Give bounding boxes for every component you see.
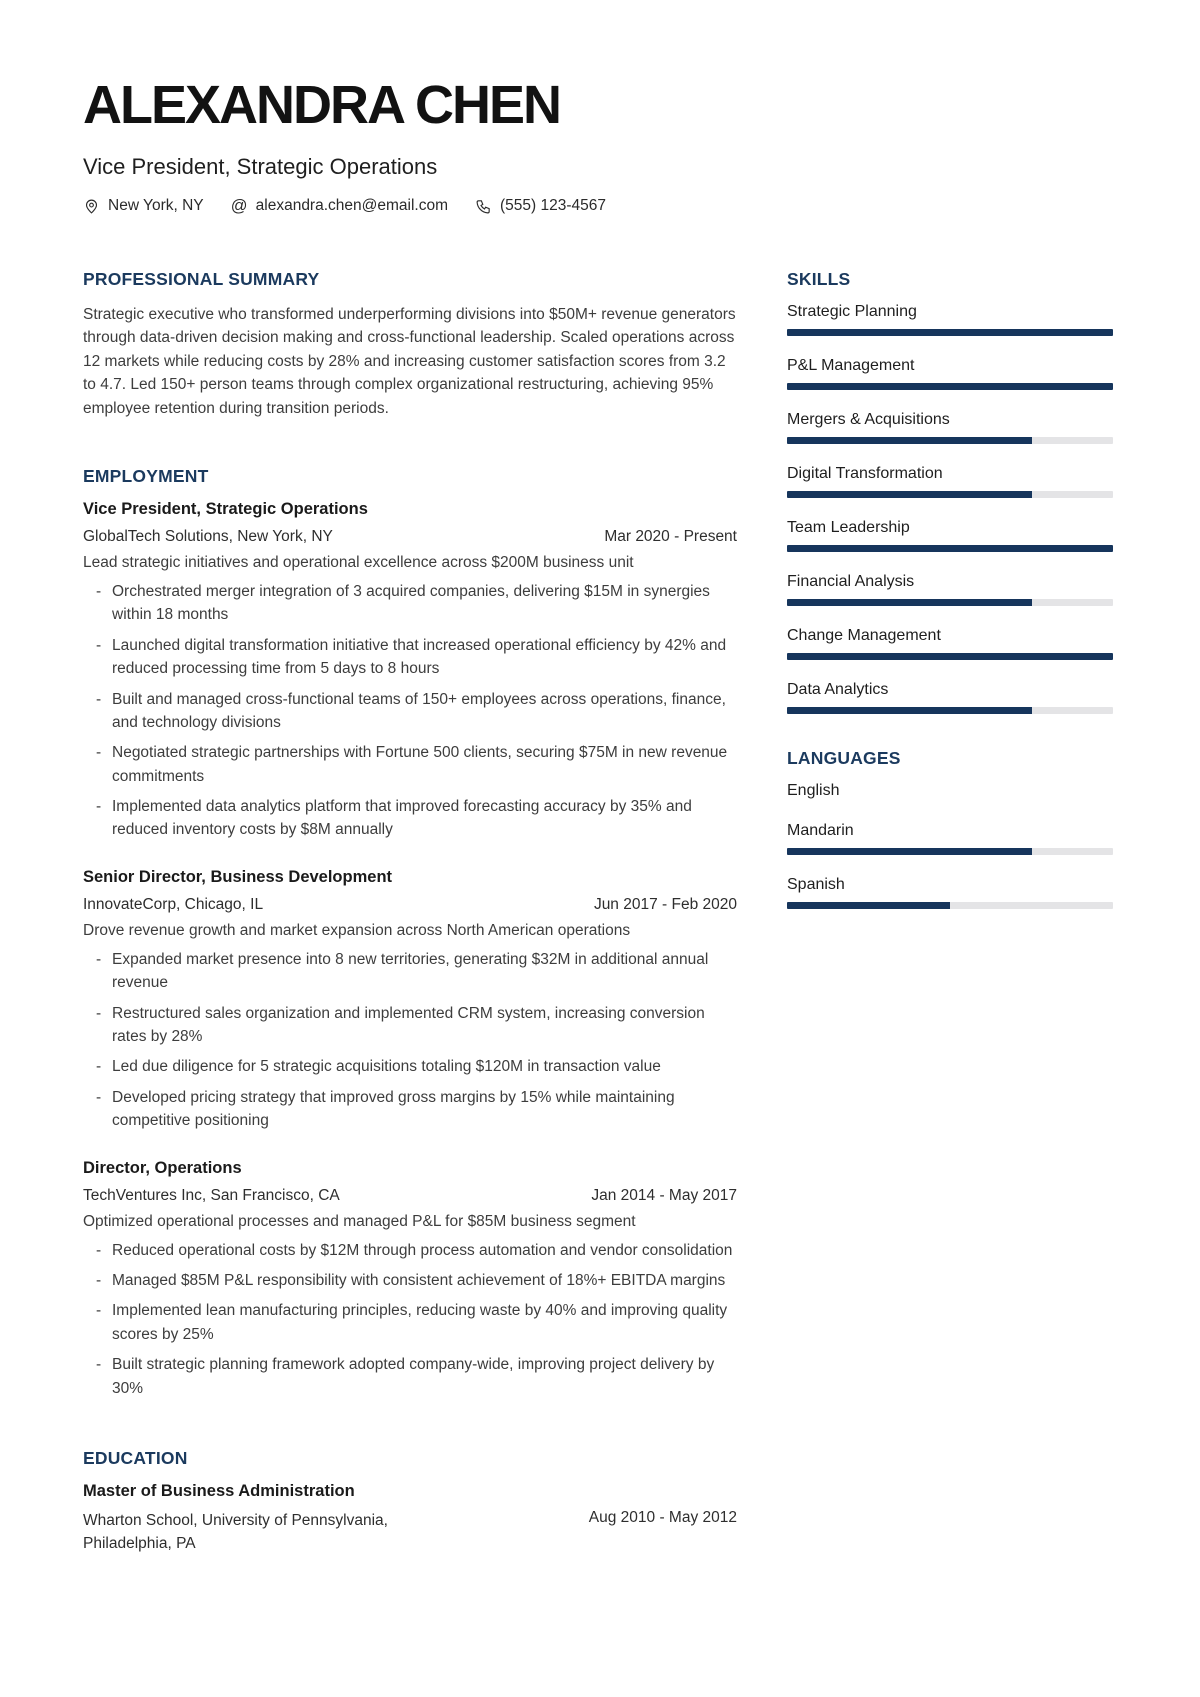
job-entry xyxy=(83,500,737,842)
left-column xyxy=(83,269,737,1555)
skill-level-fill xyxy=(787,383,1113,390)
section-professional-summary xyxy=(83,269,737,420)
job-company: GlobalTech Solutions, New York, NY xyxy=(83,527,333,545)
job-bullet: - Launched digital transformation initiative that increased operational efficiency by 42% and reduced processing time from 5 days to 8 hours xyxy=(83,634,737,681)
job-company: TechVentures Inc, San Francisco, CA xyxy=(83,1186,340,1204)
education-meta-row xyxy=(83,1509,737,1556)
skill-level-bar xyxy=(787,437,1113,444)
language-level-fill xyxy=(787,902,950,909)
skill-level-bar xyxy=(787,707,1113,714)
contact-row xyxy=(83,197,1113,215)
job-dates: Mar 2020 - Present xyxy=(604,527,737,545)
skill-row xyxy=(787,573,1113,606)
employment-heading: EMPLOYMENT xyxy=(83,465,209,486)
job-meta-row xyxy=(83,896,737,914)
job-dates: Jan 2014 - May 2017 xyxy=(591,1186,737,1204)
section-skills xyxy=(787,269,1113,714)
job-bullet: - Restructured sales organization and implemented CRM system, increasing conversion rates by 28% xyxy=(83,1002,737,1049)
job-company: InnovateCorp, Chicago, IL xyxy=(83,895,264,913)
language-row xyxy=(787,876,1113,909)
language-list xyxy=(787,782,1113,909)
job-bullet: - Built strategic planning framework adopted company-wide, improving project delivery by 30% xyxy=(83,1353,737,1400)
job-lead: Lead strategic initiatives and operational excellence across $200M business unit xyxy=(83,553,634,571)
job-meta-row xyxy=(83,528,737,546)
skill-level-bar xyxy=(787,545,1113,552)
skill-level-fill xyxy=(787,329,1113,336)
job-lead: Drove revenue growth and market expansion across North American operations xyxy=(83,921,631,939)
skill-level-bar xyxy=(787,329,1113,336)
language-level-fill xyxy=(787,848,1032,855)
section-education xyxy=(83,1448,737,1556)
summary-text: Strategic executive who transformed underperforming divisions into $50M+ revenue generators through data-driven decision making and cross-functional leadership. Scaled operations across 12 markets while reducing costs by 28% and increasing customer satisfaction scores from 3.2 to 4.7. Led 150+ person teams through complex organizational restructuring, achieving 95% employee retention during transition periods. xyxy=(83,306,736,417)
job-meta-row xyxy=(83,1187,737,1205)
job-bullet: - Negotiated strategic partnerships with Fortune 500 clients, securing $75M in new revenue commitments xyxy=(83,741,737,788)
skill-level-bar xyxy=(787,653,1113,660)
language-row xyxy=(787,822,1113,855)
job-bullet: - Implemented lean manufacturing principles, reducing waste by 40% and improving quality scores by 25% xyxy=(83,1299,737,1346)
skill-label: Team Leadership xyxy=(787,519,910,536)
skill-label: Change Management xyxy=(787,627,941,644)
skill-level-bar xyxy=(787,383,1113,390)
skill-row xyxy=(787,303,1113,336)
job-entry xyxy=(83,868,737,1133)
skill-list xyxy=(787,303,1113,714)
skill-row xyxy=(787,681,1113,714)
language-row xyxy=(787,782,1113,800)
contact-phone xyxy=(475,197,606,215)
job-bullet: - Orchestrated merger integration of 3 acquired companies, delivering $15M in synergies within 18 months xyxy=(83,580,737,627)
job-entry xyxy=(83,1159,737,1400)
skill-row xyxy=(787,465,1113,498)
job-bullet-list xyxy=(83,948,737,1133)
language-label: Mandarin xyxy=(787,822,854,839)
location-pin-icon xyxy=(83,198,100,215)
education-degree: Master of Business Administration xyxy=(83,1481,355,1500)
job-lead: Optimized operational processes and managed P&L for $85M business segment xyxy=(83,1212,636,1230)
job-bullet-list xyxy=(83,1239,737,1400)
skill-label: Mergers & Acquisitions xyxy=(787,411,950,428)
skill-level-fill xyxy=(787,599,1032,606)
job-bullet: - Led due diligence for 5 strategic acquisitions totaling $120M in transaction value xyxy=(83,1055,737,1078)
job-bullet: - Expanded market presence into 8 new territories, generating $32M in additional annual revenue xyxy=(83,948,737,995)
job-title: Director, Operations xyxy=(83,1158,242,1177)
job-dates: Jun 2017 - Feb 2020 xyxy=(593,895,737,913)
section-employment xyxy=(83,466,737,1400)
job-bullet: - Built and managed cross-functional teams of 150+ employees across operations, finance, and technology divisions xyxy=(83,688,737,735)
skill-label: P&L Management xyxy=(787,357,915,374)
contact-email xyxy=(231,197,448,215)
language-level-bar xyxy=(787,902,1113,909)
education-dates: Aug 2010 - May 2012 xyxy=(588,1508,737,1526)
at-icon: @ xyxy=(230,196,248,215)
skill-row xyxy=(787,357,1113,390)
language-label: English xyxy=(787,782,840,799)
education-school: Wharton School, University of Pennsylvania, Philadelphia, PA xyxy=(83,1511,388,1553)
skill-row xyxy=(787,627,1113,660)
contact-phone-text: (555) 123-4567 xyxy=(500,197,606,214)
language-label: Spanish xyxy=(787,876,845,893)
contact-location xyxy=(83,197,204,215)
job-bullet-list xyxy=(83,580,737,842)
education-heading: EDUCATION xyxy=(83,1447,188,1468)
skill-row xyxy=(787,519,1113,552)
skill-level-fill xyxy=(787,707,1032,714)
summary-heading: PROFESSIONAL SUMMARY xyxy=(83,269,320,289)
job-bullet: - Developed pricing strategy that improved gross margins by 15% while maintaining competitive positioning xyxy=(83,1086,737,1133)
contact-email-text: alexandra.chen@email.com xyxy=(255,197,448,214)
skill-label: Financial Analysis xyxy=(787,573,915,590)
skill-level-fill xyxy=(787,545,1113,552)
job-title: Senior Director, Business Development xyxy=(83,867,393,886)
phone-icon xyxy=(475,198,492,215)
skill-label: Strategic Planning xyxy=(787,303,917,320)
skill-label: Digital Transformation xyxy=(787,465,943,482)
skill-label: Data Analytics xyxy=(787,681,889,698)
skills-heading: SKILLS xyxy=(787,269,851,289)
section-languages xyxy=(787,748,1113,909)
person-name: ALEXANDRA CHEN xyxy=(83,75,561,135)
skill-level-fill xyxy=(787,653,1113,660)
skill-level-bar xyxy=(787,491,1113,498)
job-title: Vice President, Strategic Operations xyxy=(83,499,368,518)
job-list xyxy=(83,500,737,1400)
skill-level-bar xyxy=(787,599,1113,606)
skill-level-fill xyxy=(787,491,1032,498)
languages-heading: LANGUAGES xyxy=(787,748,901,768)
job-bullet: - Implemented data analytics platform that improved forecasting accuracy by 35% and reduced inventory costs by $8M annually xyxy=(83,795,737,842)
skill-level-fill xyxy=(787,437,1032,444)
job-bullet: - Reduced operational costs by $12M through process automation and vendor consolidation xyxy=(83,1239,737,1262)
contact-location-text: New York, NY xyxy=(108,197,204,214)
skill-row xyxy=(787,411,1113,444)
job-bullet: - Managed $85M P&L responsibility with consistent achievement of 18%+ EBITDA margins xyxy=(83,1269,737,1292)
resume-body xyxy=(83,269,1113,1555)
language-level-bar xyxy=(787,848,1113,855)
resume-header xyxy=(83,75,1113,215)
person-title: Vice President, Strategic Operations xyxy=(83,154,438,179)
right-column xyxy=(787,269,1113,1555)
